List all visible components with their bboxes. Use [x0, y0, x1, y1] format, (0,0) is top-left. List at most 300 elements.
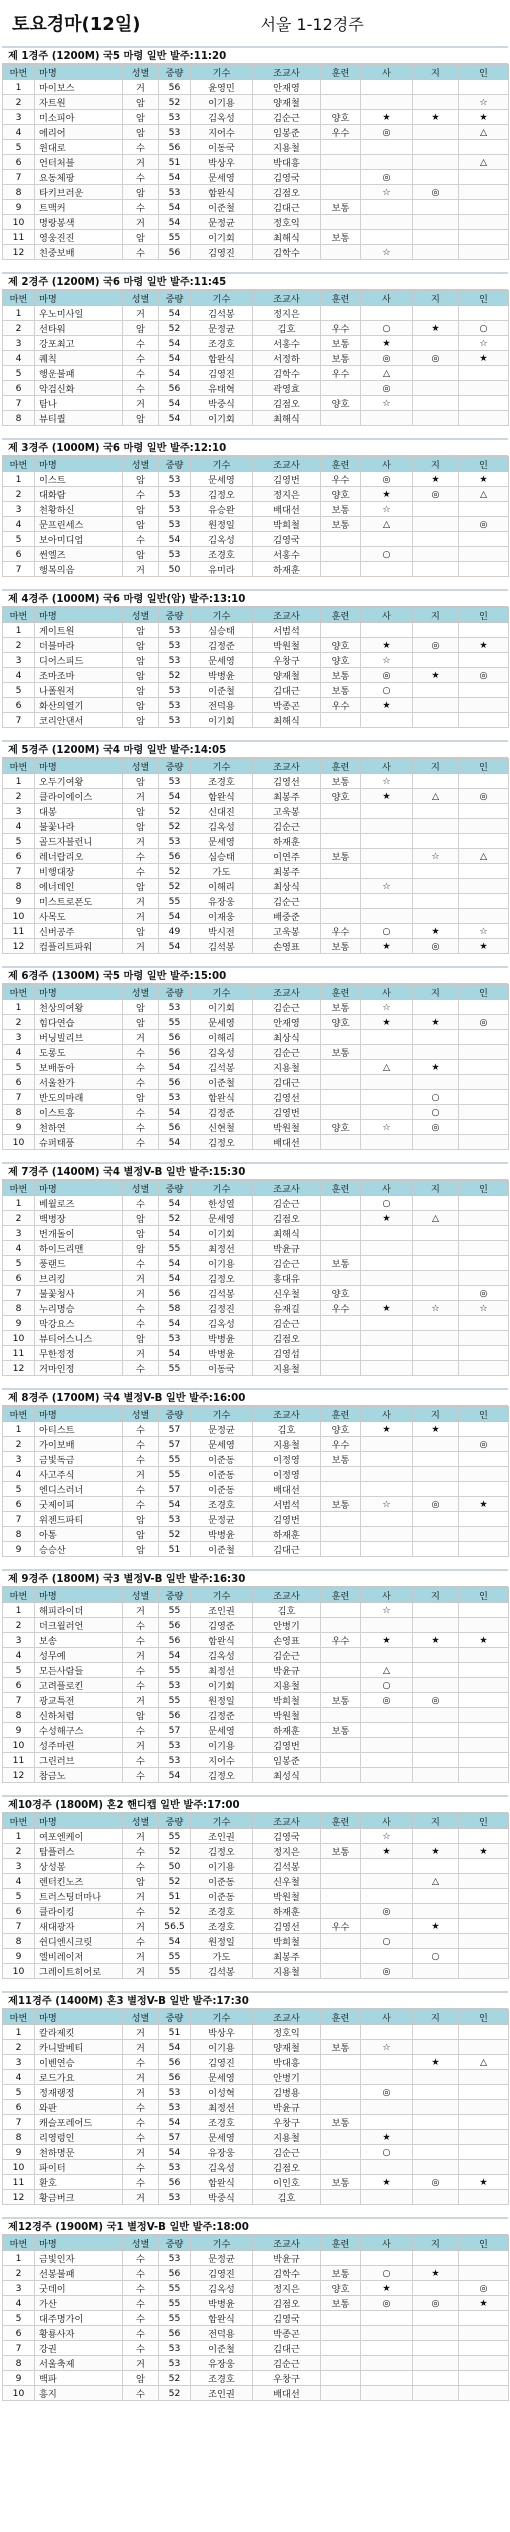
- jockey-cell: 문세영: [191, 1211, 253, 1226]
- weight-cell: 53: [159, 774, 191, 789]
- weight-cell: 53: [159, 110, 191, 125]
- race-number-cell: 3: [3, 653, 35, 668]
- pick-in-cell: [459, 306, 509, 321]
- sex-cell: 거: [123, 939, 159, 954]
- pick-sa-cell: [361, 819, 413, 834]
- training-cell: 양호: [321, 1120, 361, 1135]
- column-header-training: 훈련: [321, 985, 361, 1000]
- race-number-cell: 10: [3, 2160, 35, 2175]
- jockey-cell: 문세영: [191, 1437, 253, 1452]
- pick-sa-cell: ★: [361, 939, 413, 954]
- column-header-trainer: 조교사: [253, 1181, 321, 1196]
- trainer-cell: 정지은: [253, 306, 321, 321]
- trainer-cell: 지용철: [253, 140, 321, 155]
- weight-cell: 56: [159, 80, 191, 95]
- race-title: 제 6경주 (1300M) 국5 마령 일반 발주:15:00: [2, 966, 508, 984]
- pick-sa-cell: [361, 1105, 413, 1120]
- column-header-pick-in: 인: [459, 2010, 509, 2025]
- pick-sa-cell: ★: [361, 1301, 413, 1316]
- pick-ji-cell: [413, 1904, 459, 1919]
- pick-ji-cell: [413, 140, 459, 155]
- training-cell: [321, 1527, 361, 1542]
- training-cell: 우수: [321, 472, 361, 487]
- pick-ji-cell: [413, 713, 459, 728]
- column-header-horse-name: 마명: [35, 1407, 123, 1422]
- training-cell: [321, 1829, 361, 1844]
- column-header-trainer: 조교사: [253, 608, 321, 623]
- race-table: [2, 64, 509, 260]
- weight-cell: 54: [159, 306, 191, 321]
- table-row: [3, 1316, 509, 1331]
- training-cell: [321, 381, 361, 396]
- pick-ji-cell: [413, 1829, 459, 1844]
- pick-sa-cell: ★: [361, 698, 413, 713]
- sex-cell: 거: [123, 909, 159, 924]
- horse-name-cell: 무한정정: [35, 1346, 123, 1361]
- pick-in-cell: ○: [459, 321, 509, 336]
- trainer-cell: 이정영: [253, 1467, 321, 1482]
- weight-cell: 53: [159, 502, 191, 517]
- pick-in-cell: [459, 1859, 509, 1874]
- horse-name-cell: 대화람: [35, 487, 123, 502]
- pick-ji-cell: [413, 2145, 459, 2160]
- pick-ji-cell: [413, 1271, 459, 1286]
- pick-sa-cell: [361, 2326, 413, 2341]
- weight-cell: 54: [159, 396, 191, 411]
- pick-ji-cell: ○: [413, 1090, 459, 1105]
- pick-sa-cell: [361, 1135, 413, 1150]
- table-row: [3, 1497, 509, 1512]
- trainer-cell: 지용철: [253, 1678, 321, 1693]
- race-title: 제11경주 (1400M) 혼3 별정V-B 일반 발주:17:30: [2, 1991, 508, 2009]
- pick-in-cell: ☆: [459, 1301, 509, 1316]
- sex-cell: 거: [123, 80, 159, 95]
- horse-name-cell: 선타워: [35, 321, 123, 336]
- horse-name-cell: 탐나: [35, 396, 123, 411]
- table-row: [3, 396, 509, 411]
- jockey-cell: 유장웅: [191, 2145, 253, 2160]
- pick-sa-cell: [361, 1889, 413, 1904]
- race-number-cell: 8: [3, 2130, 35, 2145]
- sex-cell: 수: [123, 1256, 159, 1271]
- race-number-cell: 12: [3, 939, 35, 954]
- weight-cell: 56.5: [159, 1919, 191, 1934]
- pick-in-cell: [459, 834, 509, 849]
- trainer-cell: 우창구: [253, 2371, 321, 2386]
- column-header-pick-ji: 지: [413, 291, 459, 306]
- column-header-pick-sa: 사: [361, 65, 413, 80]
- race-spacer: [0, 1150, 510, 1162]
- column-header-sex: 성별: [123, 1588, 159, 1603]
- sex-cell: 수: [123, 1301, 159, 1316]
- pick-sa-cell: ★: [361, 336, 413, 351]
- pick-sa-cell: ◎: [361, 2085, 413, 2100]
- weight-cell: 56: [159, 849, 191, 864]
- race-number-cell: 11: [3, 2175, 35, 2190]
- training-cell: [321, 713, 361, 728]
- column-header-pick-sa: 사: [361, 291, 413, 306]
- jockey-cell: 김정오: [191, 487, 253, 502]
- race-number-cell: 2: [3, 1015, 35, 1030]
- race-number-cell: 11: [3, 1753, 35, 1768]
- pick-sa-cell: ★: [361, 2130, 413, 2145]
- weight-cell: 53: [159, 2085, 191, 2100]
- weight-cell: 55: [159, 1241, 191, 1256]
- table-row: [3, 698, 509, 713]
- column-header-race-number: 마번: [3, 759, 35, 774]
- race-section: [2, 1569, 508, 1783]
- pick-sa-cell: [361, 864, 413, 879]
- race-section: [2, 589, 508, 728]
- jockey-cell: 박병윤: [191, 2296, 253, 2311]
- pick-in-cell: ★: [459, 472, 509, 487]
- weight-cell: 53: [159, 472, 191, 487]
- table-row: [3, 1618, 509, 1633]
- training-cell: [321, 1603, 361, 1618]
- horse-name-cell: 명랑봉색: [35, 215, 123, 230]
- column-header-trainer: 조교사: [253, 2010, 321, 2025]
- column-header-pick-ji: 지: [413, 1181, 459, 1196]
- weight-cell: 54: [159, 411, 191, 426]
- jockey-cell: 지어수: [191, 125, 253, 140]
- sex-cell: 수: [123, 2341, 159, 2356]
- pick-ji-cell: [413, 1316, 459, 1331]
- race-number-cell: 5: [3, 2311, 35, 2326]
- sex-cell: 암: [123, 638, 159, 653]
- training-cell: [321, 2311, 361, 2326]
- sex-cell: 거: [123, 306, 159, 321]
- race-number-cell: 7: [3, 713, 35, 728]
- jockey-cell: 김정오: [191, 1135, 253, 1150]
- trainer-cell: 고욱봉: [253, 924, 321, 939]
- pick-sa-cell: ☆: [361, 774, 413, 789]
- sex-cell: 수: [123, 1633, 159, 1648]
- pick-ji-cell: [413, 200, 459, 215]
- horse-name-cell: 와판: [35, 2100, 123, 2115]
- column-header-horse-name: 마명: [35, 1588, 123, 1603]
- column-header-pick-in: 인: [459, 759, 509, 774]
- pick-ji-cell: ★: [413, 1060, 459, 1075]
- sex-cell: 거: [123, 1286, 159, 1301]
- trainer-cell: 김순근: [253, 2356, 321, 2371]
- trainer-cell: 김호: [253, 321, 321, 336]
- horse-name-cell: 행복의음: [35, 562, 123, 577]
- training-cell: 우수: [321, 924, 361, 939]
- pick-in-cell: [459, 502, 509, 517]
- column-header-jockey: 기수: [191, 1814, 253, 1829]
- jockey-cell: 김옥성: [191, 2281, 253, 2296]
- horse-name-cell: 에리어: [35, 125, 123, 140]
- pick-ji-cell: ★: [413, 924, 459, 939]
- pick-in-cell: [459, 1256, 509, 1271]
- weight-cell: 55: [159, 2281, 191, 2296]
- column-header-training: 훈련: [321, 291, 361, 306]
- trainer-cell: 지용철: [253, 1060, 321, 1075]
- sex-cell: 암: [123, 879, 159, 894]
- table-row: [3, 1859, 509, 1874]
- table-header-row: [3, 1588, 509, 1603]
- column-header-pick-ji: 지: [413, 759, 459, 774]
- sex-cell: 거: [123, 2070, 159, 2085]
- race-spacer: [0, 1557, 510, 1569]
- column-header-trainer: 조교사: [253, 1407, 321, 1422]
- training-cell: 보통: [321, 336, 361, 351]
- pick-in-cell: [459, 1135, 509, 1150]
- pick-sa-cell: ☆: [361, 502, 413, 517]
- training-cell: 보통: [321, 1844, 361, 1859]
- pick-in-cell: [459, 547, 509, 562]
- horse-name-cell: 사고주식: [35, 1467, 123, 1482]
- pick-ji-cell: [413, 517, 459, 532]
- pick-ji-cell: [413, 80, 459, 95]
- horse-name-cell: 뷰티어스니스: [35, 1331, 123, 1346]
- race-title: 제 9경주 (1800M) 국3 별정V-B 일반 발주:16:30: [2, 1569, 508, 1587]
- pick-sa-cell: [361, 95, 413, 110]
- pick-ji-cell: ★: [413, 1422, 459, 1437]
- jockey-cell: 유태혁: [191, 381, 253, 396]
- trainer-cell: 김영번: [253, 1512, 321, 1527]
- pick-in-cell: [459, 2326, 509, 2341]
- race-number-cell: 12: [3, 2190, 35, 2205]
- trainer-cell: 김순근: [253, 819, 321, 834]
- table-row: [3, 1301, 509, 1316]
- pick-sa-cell: ◎: [361, 2296, 413, 2311]
- race-section: [2, 966, 508, 1150]
- column-header-pick-ji: 지: [413, 65, 459, 80]
- horse-name-cell: 백병장: [35, 1211, 123, 1226]
- race-spacer: [0, 1376, 510, 1388]
- pick-ji-cell: ◎: [413, 1693, 459, 1708]
- sex-cell: 수: [123, 1452, 159, 1467]
- column-header-trainer: 조교사: [253, 1814, 321, 1829]
- pick-ji-cell: [413, 2070, 459, 2085]
- trainer-cell: 김호: [253, 2190, 321, 2205]
- horse-name-cell: 디어스피드: [35, 653, 123, 668]
- sex-cell: 거: [123, 155, 159, 170]
- race-number-cell: 5: [3, 2085, 35, 2100]
- weight-cell: 53: [159, 1090, 191, 1105]
- pick-ji-cell: [413, 698, 459, 713]
- pick-in-cell: ☆: [459, 336, 509, 351]
- pick-in-cell: ◎: [459, 2281, 509, 2296]
- table-row: [3, 1889, 509, 1904]
- horse-name-cell: 나폴원저: [35, 683, 123, 698]
- horse-name-cell: 악검신화: [35, 381, 123, 396]
- jockey-cell: 박병윤: [191, 668, 253, 683]
- table-row: [3, 155, 509, 170]
- column-header-race-number: 마번: [3, 65, 35, 80]
- race-section: [2, 1388, 508, 1557]
- jockey-cell: 함완식: [191, 2311, 253, 2326]
- table-row: [3, 1452, 509, 1467]
- training-cell: 우수: [321, 1437, 361, 1452]
- jockey-cell: 전덕용: [191, 698, 253, 713]
- sex-cell: 수: [123, 864, 159, 879]
- horse-name-cell: 백파: [35, 2371, 123, 2386]
- horse-name-cell: 쉰디엔시크릿: [35, 1934, 123, 1949]
- pick-sa-cell: [361, 1090, 413, 1105]
- table-row: [3, 1286, 509, 1301]
- table-row: [3, 1346, 509, 1361]
- column-header-pick-ji: 지: [413, 2236, 459, 2251]
- training-cell: [321, 1271, 361, 1286]
- weight-cell: 52: [159, 2386, 191, 2401]
- training-cell: 보통: [321, 517, 361, 532]
- trainer-cell: 박윤규: [253, 1663, 321, 1678]
- pick-ji-cell: [413, 1346, 459, 1361]
- horse-name-cell: 이스트흥: [35, 1105, 123, 1120]
- race-title: 제 8경주 (1700M) 국4 별정V-B 일반 발주:16:00: [2, 1388, 508, 1406]
- trainer-cell: 김대근: [253, 1542, 321, 1557]
- weight-cell: 49: [159, 924, 191, 939]
- column-header-horse-name: 마명: [35, 759, 123, 774]
- table-row: [3, 2281, 509, 2296]
- weight-cell: 53: [159, 713, 191, 728]
- pick-sa-cell: [361, 140, 413, 155]
- sex-cell: 수: [123, 2281, 159, 2296]
- race-title: 제 2경주 (1200M) 국6 마령 일반 발주:11:45: [2, 272, 508, 290]
- trainer-cell: 박윤규: [253, 2251, 321, 2266]
- pick-sa-cell: ◎: [361, 381, 413, 396]
- training-cell: 우수: [321, 1301, 361, 1316]
- column-header-weight: 중량: [159, 2010, 191, 2025]
- jockey-cell: 이준철: [191, 1075, 253, 1090]
- column-header-jockey: 기수: [191, 608, 253, 623]
- training-cell: [321, 1964, 361, 1979]
- training-cell: [321, 1075, 361, 1090]
- horse-name-cell: 신하처럼: [35, 1708, 123, 1723]
- jockey-cell: 심승태: [191, 623, 253, 638]
- table-row: [3, 321, 509, 336]
- pick-sa-cell: ☆: [361, 1000, 413, 1015]
- pick-sa-cell: ○: [361, 321, 413, 336]
- training-cell: [321, 1090, 361, 1105]
- pick-sa-cell: ☆: [361, 245, 413, 260]
- trainer-cell: 박윤규: [253, 1241, 321, 1256]
- pick-in-cell: ◎: [459, 517, 509, 532]
- weight-cell: 53: [159, 834, 191, 849]
- race-number-cell: 8: [3, 1301, 35, 1316]
- pick-in-cell: [459, 1904, 509, 1919]
- pick-sa-cell: [361, 1527, 413, 1542]
- column-header-sex: 성별: [123, 608, 159, 623]
- horse-name-cell: 서울축제: [35, 2356, 123, 2371]
- pick-in-cell: [459, 1467, 509, 1482]
- horse-name-cell: 굿제이피: [35, 1497, 123, 1512]
- jockey-cell: 박병윤: [191, 1346, 253, 1361]
- race-number-cell: 3: [3, 1030, 35, 1045]
- table-row: [3, 200, 509, 215]
- weight-cell: 52: [159, 804, 191, 819]
- race-number-cell: 5: [3, 366, 35, 381]
- training-cell: [321, 2341, 361, 2356]
- pick-sa-cell: [361, 1316, 413, 1331]
- weight-cell: 53: [159, 2251, 191, 2266]
- pick-in-cell: [459, 1919, 509, 1934]
- pick-ji-cell: [413, 2025, 459, 2040]
- weight-cell: 56: [159, 1286, 191, 1301]
- pick-in-cell: ★: [459, 2175, 509, 2190]
- sex-cell: 수: [123, 1075, 159, 1090]
- pick-ji-cell: [413, 1075, 459, 1090]
- pick-in-cell: [459, 396, 509, 411]
- trainer-cell: 유재길: [253, 1301, 321, 1316]
- sex-cell: 수: [123, 1753, 159, 1768]
- race-number-cell: 2: [3, 1437, 35, 1452]
- column-header-pick-in: 인: [459, 1181, 509, 1196]
- race-number-cell: 3: [3, 336, 35, 351]
- trainer-cell: 박원철: [253, 1120, 321, 1135]
- horse-name-cell: 힘다연습: [35, 1015, 123, 1030]
- pick-in-cell: [459, 1452, 509, 1467]
- trainer-cell: 김순근: [253, 110, 321, 125]
- weight-cell: 52: [159, 1874, 191, 1889]
- pick-sa-cell: △: [361, 1663, 413, 1678]
- pick-sa-cell: ☆: [361, 2040, 413, 2055]
- jockey-cell: 이준동: [191, 1889, 253, 1904]
- pick-ji-cell: [413, 1934, 459, 1949]
- jockey-cell: 유장웅: [191, 2356, 253, 2371]
- column-header-horse-name: 마명: [35, 291, 123, 306]
- sex-cell: 암: [123, 1542, 159, 1557]
- weight-cell: 54: [159, 1768, 191, 1783]
- race-number-cell: 4: [3, 2070, 35, 2085]
- pick-in-cell: [459, 1211, 509, 1226]
- trainer-cell: 신우철: [253, 1874, 321, 1889]
- race-number-cell: 7: [3, 1919, 35, 1934]
- sex-cell: 암: [123, 1090, 159, 1105]
- race-number-cell: 7: [3, 1693, 35, 1708]
- pick-in-cell: [459, 1346, 509, 1361]
- training-cell: [321, 1467, 361, 1482]
- table-row: [3, 2386, 509, 2401]
- jockey-cell: 이기용: [191, 95, 253, 110]
- pick-in-cell: [459, 2085, 509, 2100]
- weight-cell: 56: [159, 2266, 191, 2281]
- table-row: [3, 1829, 509, 1844]
- race-number-cell: 2: [3, 1844, 35, 1859]
- training-cell: [321, 2251, 361, 2266]
- jockey-cell: 함완식: [191, 351, 253, 366]
- weight-cell: 54: [159, 1105, 191, 1120]
- table-row: [3, 1934, 509, 1949]
- weight-cell: 54: [159, 1271, 191, 1286]
- jockey-cell: 이준철: [191, 2341, 253, 2356]
- race-spacer: [0, 260, 510, 272]
- horse-name-cell: 브리킹: [35, 1271, 123, 1286]
- jockey-cell: 이성혁: [191, 2085, 253, 2100]
- training-cell: 보통: [321, 2266, 361, 2281]
- pick-sa-cell: [361, 1045, 413, 1060]
- jockey-cell: 박병윤: [191, 1331, 253, 1346]
- column-header-pick-sa: 사: [361, 1814, 413, 1829]
- race-number-cell: 2: [3, 1618, 35, 1633]
- table-row: [3, 1000, 509, 1015]
- table-header-row: [3, 1407, 509, 1422]
- pick-ji-cell: [413, 547, 459, 562]
- table-row: [3, 2055, 509, 2070]
- table-header-row: [3, 759, 509, 774]
- pick-ji-cell: [413, 774, 459, 789]
- weight-cell: 54: [159, 336, 191, 351]
- table-header-row: [3, 1814, 509, 1829]
- table-row: [3, 517, 509, 532]
- sex-cell: 거: [123, 1949, 159, 1964]
- column-header-trainer: 조교사: [253, 291, 321, 306]
- race-number-cell: 3: [3, 1633, 35, 1648]
- jockey-cell: 김옥성: [191, 1045, 253, 1060]
- jockey-cell: 이기용: [191, 1859, 253, 1874]
